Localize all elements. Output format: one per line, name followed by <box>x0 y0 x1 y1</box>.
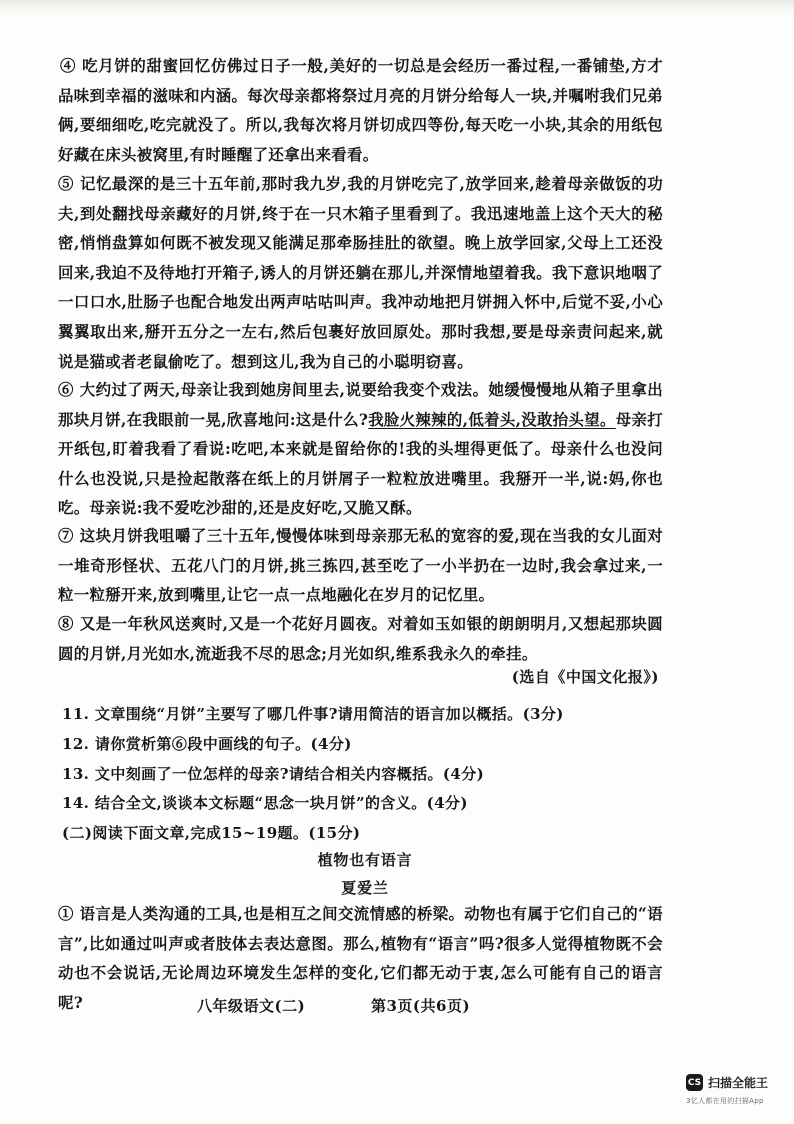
paragraph-number: ⑧ <box>58 615 74 633</box>
paragraph-text: 大约过了两天,母亲让我到她房间里去,说要给我变个戏法。她缓慢慢地从箱子里拿出那块月饼,在我眼前一晃,欣喜地问:这是什么? <box>58 381 663 429</box>
paragraph-text: 又是一年秋风送爽时,又是一个花好月圆夜。对着如玉如银的朗朗明月,又想起那块圆圆的月饼,月光如水,流逝我不尽的思念;月光如织,维系我永久的牵挂。 <box>58 615 663 663</box>
question-11: 11. 文章围绕“月饼”主要写了哪几件事?请用简洁的语言加以概括。(3分) <box>62 705 564 723</box>
section-heading: (二)阅读下面文章,完成15~19题。(15分) <box>62 824 361 842</box>
paragraph-number: ④ <box>60 57 77 75</box>
paragraph-5 <box>58 170 663 377</box>
paragraph-8 <box>58 610 663 669</box>
footer-subject: 八年级语文(二) <box>197 997 306 1015</box>
paragraph-number: ① <box>58 905 74 923</box>
underlined-sentence: 我脸火辣辣的,低着头,没敢抬头望。 <box>368 410 616 429</box>
question-14: 14. 结合全文,谈谈本文标题“思念一块月饼”的含义。(4分) <box>62 794 468 812</box>
paragraph-text: 吃月饼的甜蜜回忆仿佛过日子一般,美好的一切总是会经历一番过程,一番铺垫,方才品味到幸福的滋味和内涵。每次母亲都将祭过月亮的月饼分给每人一块,并嘱咐我们兄弟俩,要细细吃,吃完就没了。所以,我每次将月饼切成四等份,每天吃一小块,其余的用纸包好藏在床头被窝里,有时睡醒了还拿出来看看。 <box>58 57 663 164</box>
paragraph-number: ⑥ <box>58 381 74 399</box>
watermark-app-name: 扫描全能王 <box>708 1076 769 1090</box>
source-citation: (选自《中国文化报》) <box>511 668 659 686</box>
article-title: 植物也有语言 <box>317 851 413 869</box>
paragraph-text: 这块月饼我咀嚼了三十五年,慢慢体味到母亲那无私的宽容的爱,现在当我的女儿面对一堆奇形怪状、五花八门的月饼,挑三拣四,甚至吃了一小半扔在一边时,我会拿过来,一粒一粒掰开来,放到嘴里,让它一点一点地融化在岁月的记忆里。 <box>58 527 663 605</box>
paragraph-text: 记忆最深的是三十五年前,那时我九岁,我的月饼吃完了,放学回来,趁着母亲做饭的功夫,到处翻找母亲藏好的月饼,终于在一只木箱子里看到了。我迅速地盖上这个天大的秘密,悄悄盘算如何既不被发现又能满足那牵肠挂肚的欲望。晚上放学回家,父母上工还没回来,我迫不及待地打开箱子,诱人的月饼还躺在那儿,并深情地望着我。我下意识地咽了一口口水,肚肠子也配合地发出两声咕咕叫声。我冲动地把月饼拥入怀中,后觉不妥,小心翼翼取出来,掰开五分之一左右,然后包裹好放回原处。那时我想,要是母亲责问起来,就说是猫或者老鼠偷吃了。想到这儿,我为自己的小聪明窃喜。 <box>58 175 663 371</box>
scan-edge-shadow <box>0 0 794 14</box>
question-12: 12. 请你赏析第⑥段中画线的句子。(4分) <box>62 735 352 753</box>
article-author: 夏爱兰 <box>341 879 389 897</box>
paragraph-number: ⑦ <box>58 527 74 545</box>
paragraph-4 <box>58 52 663 170</box>
paragraph-7 <box>58 522 663 611</box>
camscanner-logo-icon: CS <box>686 1074 703 1091</box>
question-13: 13. 文中刻画了一位怎样的母亲?请结合相关内容概括。(4分) <box>62 765 485 783</box>
paragraph-6 <box>58 376 663 524</box>
article-paragraph-1 <box>58 900 663 1018</box>
paragraph-number: ⑤ <box>58 175 74 193</box>
watermark-slogan: 3亿人都在用的扫描App <box>686 1097 764 1105</box>
footer-page-number: 第3页(共6页) <box>371 997 471 1015</box>
paragraph-text-continued: 母亲打开纸包,盯着我看了看说:吃吧,本来就是留给你的!我的头埋得更低了。母亲什么也没问什么也没说,只是捡起散落在纸上的月饼屑子一粒粒放进嘴里。我掰开一半,说:妈,你也吃。母亲说:我不爱吃沙甜的,还是皮好吃,又脆又酥。 <box>58 410 663 518</box>
paragraph-text: 语言是人类沟通的工具,也是相互之间交流情感的桥梁。动物也有属于它们自己的“语言”,比如通过叫声或者肢体去表达意图。那么,植物有“语言”吗?很多人觉得植物既不会动也不会说话,无论周边环境发生怎样的变化,它们都无动于衷,怎么可能有自己的语言呢? <box>58 905 663 1012</box>
